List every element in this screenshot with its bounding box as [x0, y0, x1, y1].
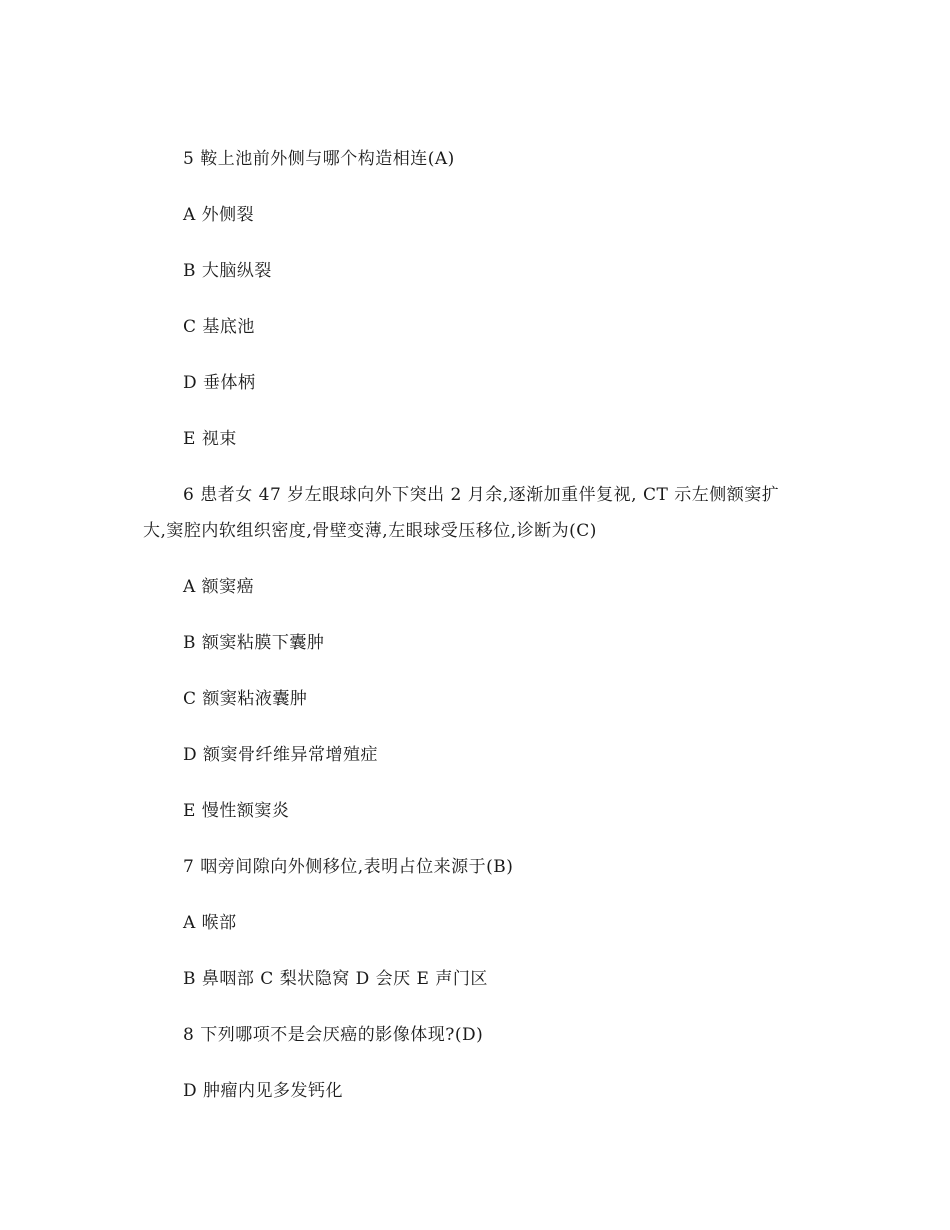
option-a: A 外侧裂 [183, 205, 255, 225]
option-a: A 喉部 [183, 913, 237, 933]
option-d: D 额窦骨纤维异常增殖症 [183, 745, 379, 765]
question-6-continued: 大,窦腔内软组织密度,骨壁变薄,左眼球受压移位,诊断为(C) [143, 521, 597, 541]
option-d: D 垂体柄 [183, 373, 256, 393]
option-a: A 额窦癌 [183, 577, 255, 597]
question-7: 7 咽旁间隙向外侧移位,表明占位来源于(B) [183, 857, 514, 877]
question-6: 6 患者女 47 岁左眼球向外下突出 2 月余,逐渐加重伴复视, CT 示左侧额窦扩 [183, 485, 780, 505]
option-b: B 额窦粘膜下囊肿 [183, 633, 325, 653]
option-b: B 大脑纵裂 [183, 261, 272, 281]
option-c: C 额窦粘液囊肿 [183, 689, 308, 709]
option-e: E 慢性额窦炎 [183, 801, 290, 821]
option-d: D 肿瘤内见多发钙化 [183, 1081, 344, 1101]
question-8: 8 下列哪项不是会厌癌的影像体现?(D) [183, 1025, 484, 1045]
option-c: C 基底池 [183, 317, 255, 337]
options-b-to-e: B 鼻咽部 C 梨状隐窝 D 会厌 E 声门区 [183, 969, 488, 989]
option-e: E 视束 [183, 429, 237, 449]
question-5: 5 鞍上池前外侧与哪个构造相连(A) [183, 149, 455, 169]
